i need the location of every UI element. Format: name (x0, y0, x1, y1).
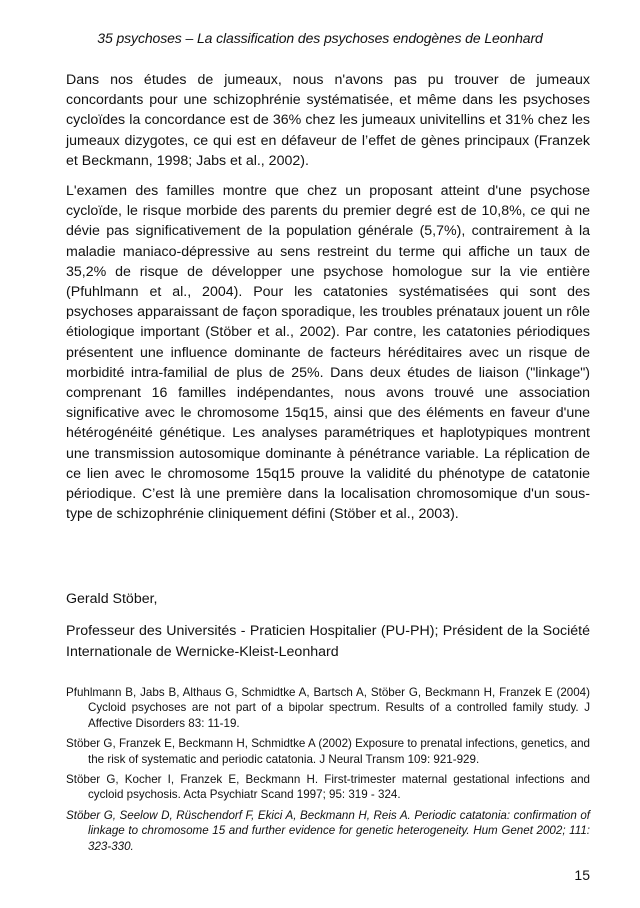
running-header: 35 psychoses – La classification des psychoses endogènes de Leonhard (97, 30, 543, 46)
reference-item: Stöber G, Seelow D, Rüschendorf F, Ekici A, Beckmann H, Reis A. Periodic catatonia: confirmation of linkage to chromosome 15 and further evidence for genetic heterogeneity. Hum Genet 2002; 111: 323-330. (66, 808, 590, 853)
page-number: 15 (574, 867, 590, 883)
paragraph-twin-studies: Dans nos études de jumeaux, nous n'avons pas pu trouver de jumeaux concordants pour une schizophrénie systématisée, et même dans les psychoses cycloïdes la concordance est de 36% chez les jumeaux univitellins et 31% chez les jumeaux dizygotes, ce qui est en défaveur de l’effet de gènes principaux (Franzek et Beckmann, 1998; Jabs et al., 2002). (66, 72, 590, 169)
reference-item: Pfuhlmann B, Jabs B, Althaus G, Schmidtke A, Bartsch A, Stöber G, Beckmann H, Franzek E (2004) Cycloid psychoses are not part of a bipolar spectrum. Results of a controlled family study. J Affective Disorders 83: 11-19. (66, 686, 590, 730)
reference-item: Stöber G, Kocher I, Franzek E, Beckmann H. First-trimester maternal gestational infections and cycloid psychosis. Acta Psychiatr Scand 1997; 95: 319 - 324. (66, 773, 590, 802)
author-name: Gerald Stöber, (66, 591, 158, 607)
author-title: Professeur des Universités - Praticien Hospitalier (PU-PH); Président de la Société Internationale de Wernicke-Kleist-Leonhard (66, 623, 590, 660)
author-signature (66, 589, 590, 662)
reference-item: Stöber G, Franzek E, Beckmann H, Schmidtke A (2002) Exposure to prenatal infections, genetics, and the risk of systematic and periodic catatonia. J Neural Transm 109: 921-929. (66, 737, 590, 766)
paragraph-family-studies: L'examen des familles montre que chez un proposant atteint d'une psychose cycloïde, le risque morbide des parents du premier degré est de 10,8%, ce qui ne dévie pas significativement de la population générale (5,7%), contrairement à la maladie maniaco-dépressive au sens restreint du terme qui affiche un taux de 35,2% de risque de développer une psychose homologue sur la vie entière (Pfuhlmann et al., 2004). Pour les catatonies systématisées qui sont des psychoses apparaissant de façon sporadique, les troubles prénataux jouent un rôle étiologique important (Stöber et al., 2002). Par contre, les catatonies périodiques présentent une influence dominante de facteurs héréditaires avec un risque de morbidité intra-familial de plus de 25%. Dans deux études de liaison ("linkage") comprenant 16 familles indépendantes, nous avons trouvé une association significative avec le chromosome 15q15, ainsi que des éléments en faveur d'une hétérogénéité génétique. Les analyses paramétriques et haplotypiques montrent une transmission autosomique dominante à pénétrance variable. La réplication de ce lien avec le chromosome 15q15 prouve la validité du phénotype de catatonie périodique. C’est là une première dans la localisation chromosomique d'un sous-type de schizophrénie cliniquement défini (Stöber et al., 2003). (66, 183, 590, 523)
body-text (66, 70, 590, 534)
reference-list (66, 685, 590, 859)
